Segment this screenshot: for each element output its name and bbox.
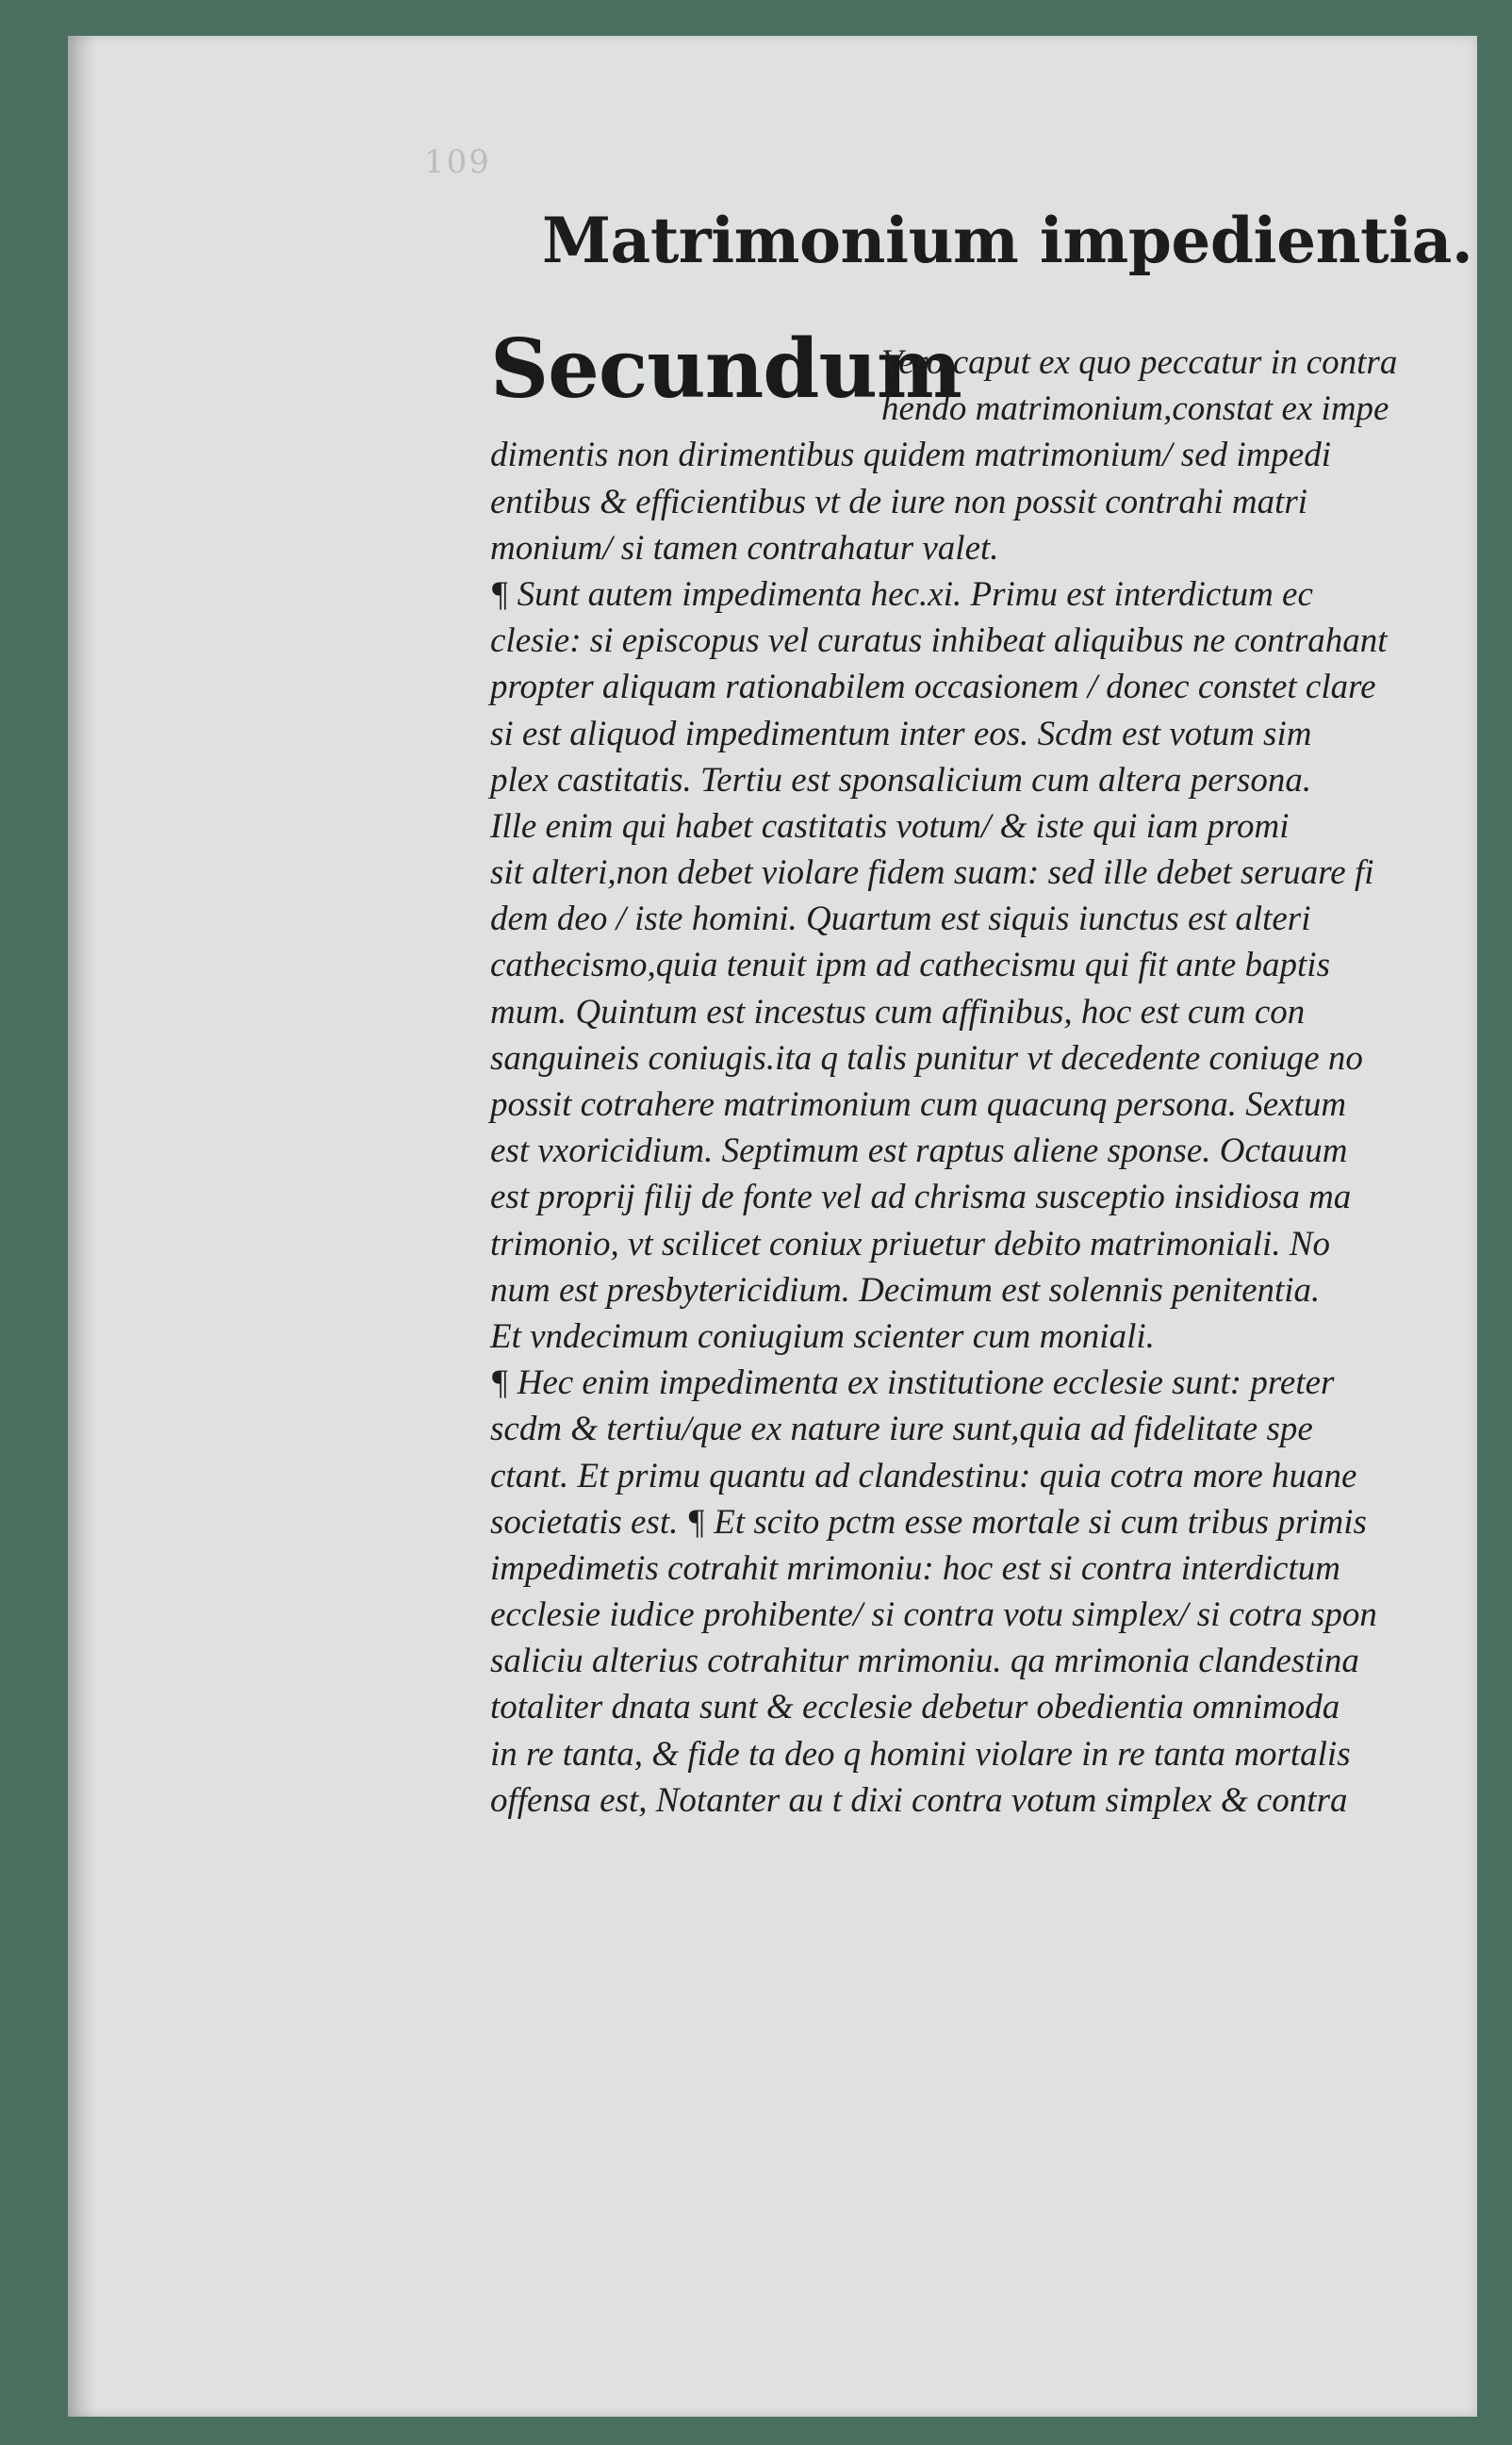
text-line: dimentis non dirimentibus quidem matrimonium/ sed impedi	[490, 436, 1332, 475]
text-line: monium/ si tamen contrahatur valet.	[490, 528, 999, 568]
text-line: ¶ Sunt autem impedimenta hec.xi. Primu est interdictum ec	[490, 574, 1313, 614]
text-line: est vxoricidium. Septimum est raptus aliene sponse. Octauum	[490, 1132, 1348, 1171]
text-line: sit alteri,non debet violare fidem suam: sed ille debet seruare fi	[490, 853, 1374, 893]
text-line: cathecismo,quia tenuit ipm ad cathecismu qui fit ante baptis	[490, 946, 1330, 985]
text-line: ctant. Et primu quantu ad clandestinu: quia cotra more huane	[490, 1456, 1357, 1495]
text-line: impedimetis cotrahit mrimoniu: hoc est si contra interdictum	[490, 1548, 1340, 1588]
text-line: plex castitatis. Tertiu est sponsalicium cum altera persona.	[490, 760, 1312, 800]
text-line: societatis est. ¶ Et scito pctm esse mortale si cum tribus primis	[490, 1502, 1367, 1542]
text-line: in re tanta, & fide ta deo q homini violare in re tanta mortalis	[490, 1734, 1351, 1774]
text-line: totaliter dnata sunt & ecclesie debetur obedientia omnimoda	[490, 1688, 1340, 1727]
initial-word: Secundum	[490, 322, 961, 417]
text-line: ecclesie iudice prohibente/ si contra votu simplex/ si cotra spon	[490, 1595, 1377, 1635]
text-line: mum. Quintum est incestus cum affinibus, hoc est cum con	[490, 992, 1306, 1032]
leaf-number-bleed: 109	[424, 143, 491, 181]
text-line: dem deo / iste homini. Quartum est siquis iunctus est alteri	[490, 900, 1311, 939]
text-line: possit cotrahere matrimonium cum quacunq persona. Sextum	[490, 1085, 1347, 1125]
text-line: Et vndecimum coniugium scienter cum moniali.	[490, 1316, 1155, 1356]
text-line: hendo matrimonium,constat ex impe	[881, 389, 1389, 429]
text-line: ¶ Hec enim impedimenta ex institutione ecclesie sunt: preter	[490, 1363, 1335, 1403]
text-line: num est presbytericidium. Decimum est solennis penitentia.	[490, 1270, 1321, 1310]
opening-paragraph-head	[490, 322, 1452, 432]
page-heading: Matrimonium impedientia.	[542, 204, 1473, 277]
text-line: entibus & efficientibus vt de iure non possit contrahi matri	[490, 482, 1308, 521]
body-text	[490, 322, 1452, 1824]
text-line: trimonio, vt scilicet coniux priuetur debito matrimoniali. No	[490, 1224, 1330, 1264]
text-line: est proprij filij de fonte vel ad chrisma susceptio insidiosa ma	[490, 1178, 1352, 1217]
text-line: Ille enim qui habet castitatis votum/ & iste qui iam promi	[490, 806, 1290, 846]
text-line: offensa est, Notanter au t dixi contra votum simplex & contra	[490, 1780, 1348, 1820]
text-line: Vero caput ex quo peccatur in contra	[881, 343, 1398, 382]
text-line: propter aliquam rationabilem occasionem / donec constet clare	[490, 668, 1376, 707]
text-line: scdm & tertiu/que ex nature iure sunt,quia ad fidelitate spe	[490, 1410, 1313, 1449]
text-line: si est aliquod impedimentum inter eos. Scdm est votum sim	[490, 714, 1312, 753]
gutter-shadow	[68, 36, 96, 2417]
text-line: sanguineis coniugis.ita q talis punitur vt decedente coniuge no	[490, 1038, 1363, 1078]
initial-lines	[881, 339, 1397, 432]
text-line: saliciu alterius cotrahitur mrimoniu. qa mrimonia clandestina	[490, 1642, 1359, 1681]
text-line: clesie: si episcopus vel curatus inhibeat aliquibus ne contrahant	[490, 621, 1388, 661]
